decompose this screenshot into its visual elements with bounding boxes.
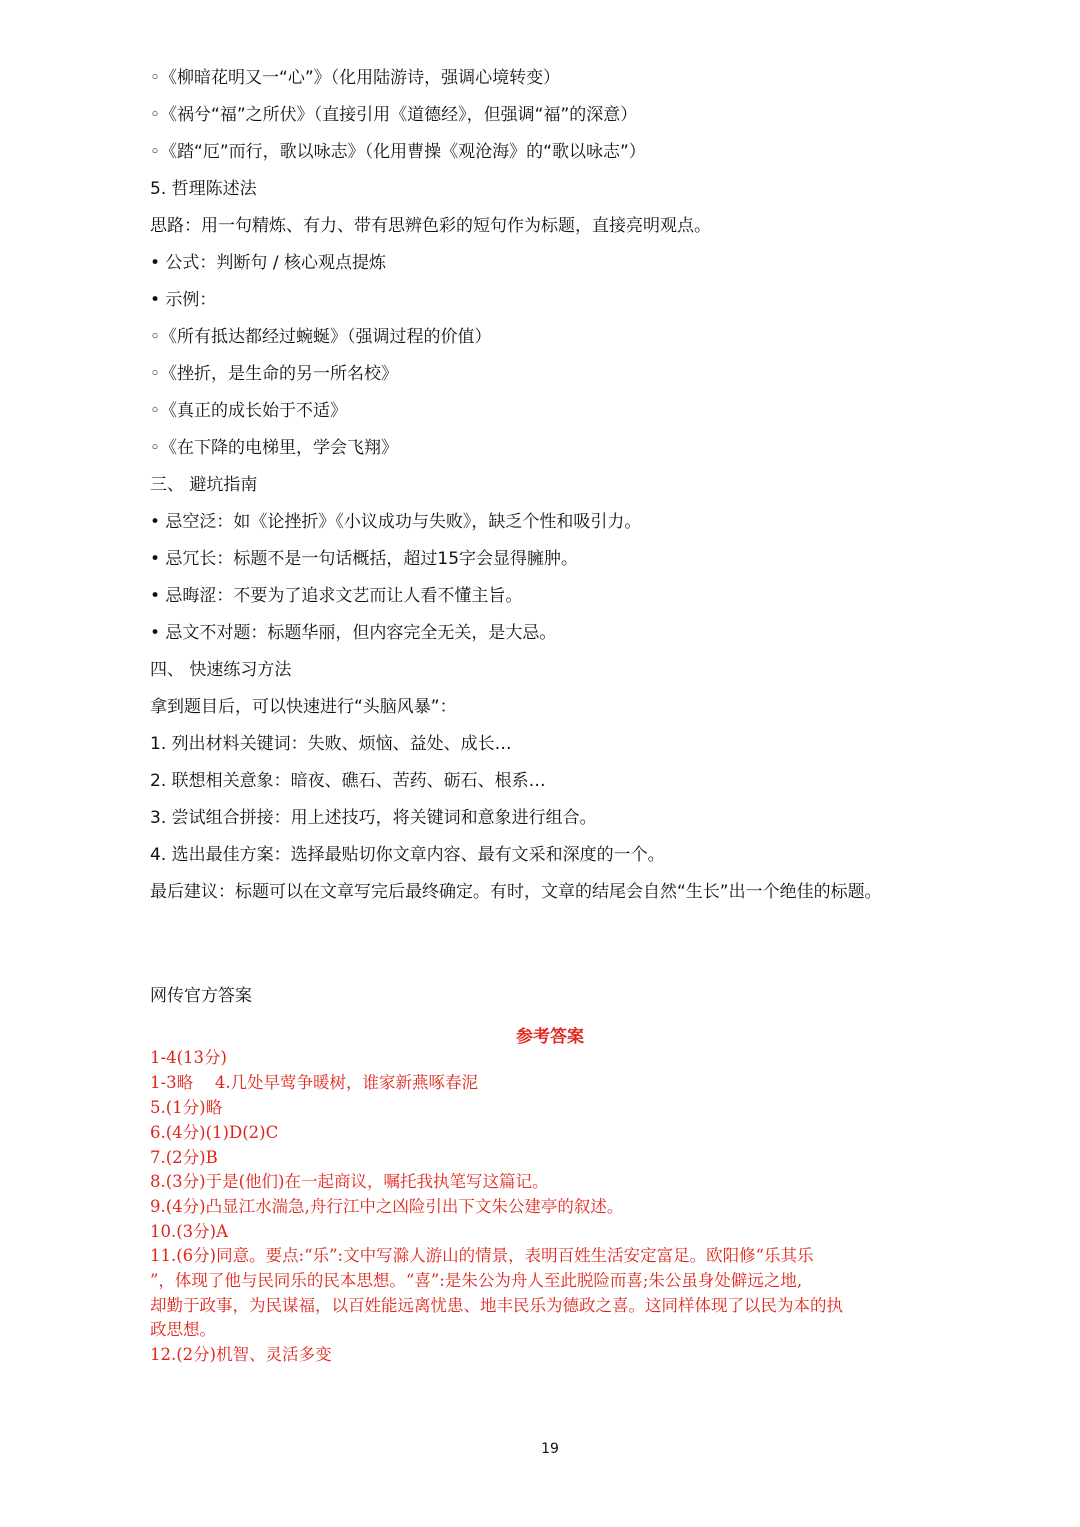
text-line: • 忌晦涩：不要为了追求文艺而让人看不懂主旨。 xyxy=(150,586,523,606)
text-line: • 忌文不对题：标题华丽，但内容完全无关，是大忌。 xyxy=(150,623,557,643)
text-line: ◦《挫折，是生命的另一所名校》 xyxy=(150,364,399,384)
text-line: 思路：用一句精炼、有力、带有思辨色彩的短句作为标题，直接亮明观点。 xyxy=(150,216,711,236)
page-number: 19 xyxy=(541,1441,559,1457)
text-line: 1. 列出材料关键词：失败、烦恼、益处、成长… xyxy=(150,734,512,754)
section-heading: 5. 哲理陈述法 xyxy=(150,179,257,199)
answer-line: 1-3略 4.几处早莺争暖树，谁家新燕啄春泥 xyxy=(150,1073,479,1092)
answer-line: 12.(2分)机智、灵活多变 xyxy=(150,1345,332,1364)
text-line: 最后建议：标题可以在文章写完后最终确定。有时，文章的结尾会自然“生长”出一个绝佳的标题。 xyxy=(150,882,882,902)
section-heading: 三、 避坑指南 xyxy=(150,475,258,495)
answer-line: 9.(4分)凸显江水湍急,舟行江中之凶险引出下文朱公建亭的叙述。 xyxy=(150,1197,624,1216)
text-line: • 忌冗长：标题不是一句话概括，超过15字会显得臃肿。 xyxy=(150,549,579,569)
text-line: ◦《真正的成长始于不适》 xyxy=(150,401,348,421)
text-line: 拿到题目后，可以快速进行“头脑风暴”： xyxy=(150,697,457,717)
answer-line: ”，体现了他与民同乐的民本思想。“喜”:是朱公为舟人至此脱险而喜;朱公虽身处僻远之地, xyxy=(150,1271,803,1290)
text-line: ◦《祸兮“福”之所伏》（直接引用《道德经》，但强调“福”的深意） xyxy=(150,105,638,125)
answer-line: 5.(1分)略 xyxy=(150,1098,223,1117)
text-line: 4. 选出最佳方案：选择最贴切你文章内容、最有文采和深度的一个。 xyxy=(150,845,665,865)
answer-heading: 参考答案 xyxy=(516,1027,584,1047)
answer-line: 7.(2分)B xyxy=(150,1148,218,1167)
section-heading: 四、 快速练习方法 xyxy=(150,660,292,680)
rumor-label: 网传官方答案 xyxy=(150,986,252,1006)
answer-line: 6.(4分)(1)D(2)C xyxy=(150,1123,279,1142)
text-line: ◦《踏“厄”而行，歌以咏志》（化用曹操《观沧海》的“歌以咏志”） xyxy=(150,142,646,162)
text-line: • 示例： xyxy=(150,290,217,310)
text-line: ◦《在下降的电梯里，学会飞翔》 xyxy=(150,438,399,458)
answer-line: 政思想。 xyxy=(150,1320,216,1339)
answer-line: 10.(3分)A xyxy=(150,1222,229,1241)
text-line: 3. 尝试组合拼接：用上述技巧，将关键词和意象进行组合。 xyxy=(150,808,597,828)
answer-line: 11.(6分)同意。要点:“乐”:文中写滁人游山的情景，表明百姓生活安定富足。欧阳修“乐其乐 xyxy=(150,1246,814,1265)
answer-line: 却勤于政事，为民谋福，以百姓能远离忧患、地丰民乐为德政之喜。这同样体现了以民为本的执 xyxy=(150,1296,843,1315)
answer-line: 1-4(13分) xyxy=(150,1048,227,1067)
text-line: • 公式：判断句 / 核心观点提炼 xyxy=(150,253,386,273)
answer-line: 8.(3分)于是(他们)在一起商议，嘱托我执笔写这篇记。 xyxy=(150,1172,549,1191)
text-line: • 忌空泛：如《论挫折》《小议成功与失败》，缺乏个性和吸引力。 xyxy=(150,512,642,532)
text-line: ◦《所有抵达都经过蜿蜒》（强调过程的价值） xyxy=(150,327,492,347)
text-line: ◦《柳暗花明又一“心”》（化用陆游诗，强调心境转变） xyxy=(150,68,561,88)
text-line: 2. 联想相关意象：暗夜、礁石、苦药、砺石、根系… xyxy=(150,771,546,791)
